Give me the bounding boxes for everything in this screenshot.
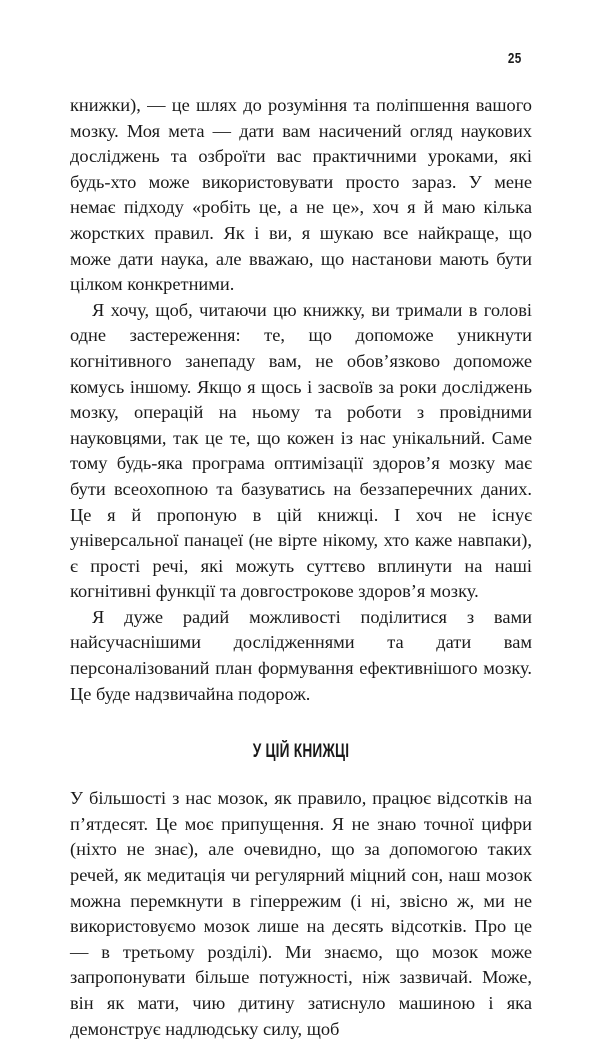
paragraph-caveat: Я хочу, щоб, читаючи цю книжку, ви тримали в голові одне застереження: те, що допоможе уникнути когнітивного занепаду вам, не обов’язково допоможе комусь іншому. Якщо я щось і засвоїв за роки досліджень мозку, операцій на ньому та роботи з провідними науковцями, так це те, що кожен із нас унікальний. Саме тому будь-яка програма оптимізації здоров’я мозку має бути всеохопною та базуватись на беззаперечних даних. Це я й пропоную в цій книжці. І хоч не існує універсальної панацеї (не вірте нікому, хто каже навпаки), є прості речі, які можуть суттєво вплинути на наші когнітивні функції та довгострокове здоров’я мозку.	[70, 299, 532, 602]
paragraph-section-intro: У більшості з нас мозок, як правило, працює відсотків на п’ятдесят. Це моє припущення. Я не знаю точної цифри (ніхто не знає), але очевидно, що за допомогою таких речей, як медитація чи регулярний міцний сон, наш мозок можна перемкнути в гіперрежим (і ні, звісно ж, ми не використовуємо мозок лише на десять відсотків. Про це — в третьому розділі). Ми знаємо, що мозок може запропонувати більше потужності, ніж зазвичай. Може, він як мати, чию дитину затиснуло машиною і яка демонструє надлюдську силу, щоб	[70, 788, 532, 1039]
page-number: 25	[508, 50, 522, 67]
section-heading: У ЦІЙ КНИЖЦІ	[252, 741, 350, 763]
page-body	[70, 93, 532, 1042]
paragraph-invitation: Я дуже радий можливості поділитися з вами найсучаснішими дослідженнями та дати вам персоналізований план формування ефективнішого мозку. Це буде надзвичайна подорож.	[70, 606, 532, 704]
paragraph-continued: книжки), — це шлях до розуміння та поліпшення вашого мозку. Моя мета — дати вам насичений огляд наукових досліджень та озброїти вас практичними уроками, які будь-хто може використовувати просто зараз. У мене немає підходу «робіть це, а не це», хоч я й маю кілька жорстких правил. Як і ви, я шукаю все найкраще, що може дати наука, але вважаю, що настанови мають бути цілком конкретними.	[70, 95, 532, 295]
